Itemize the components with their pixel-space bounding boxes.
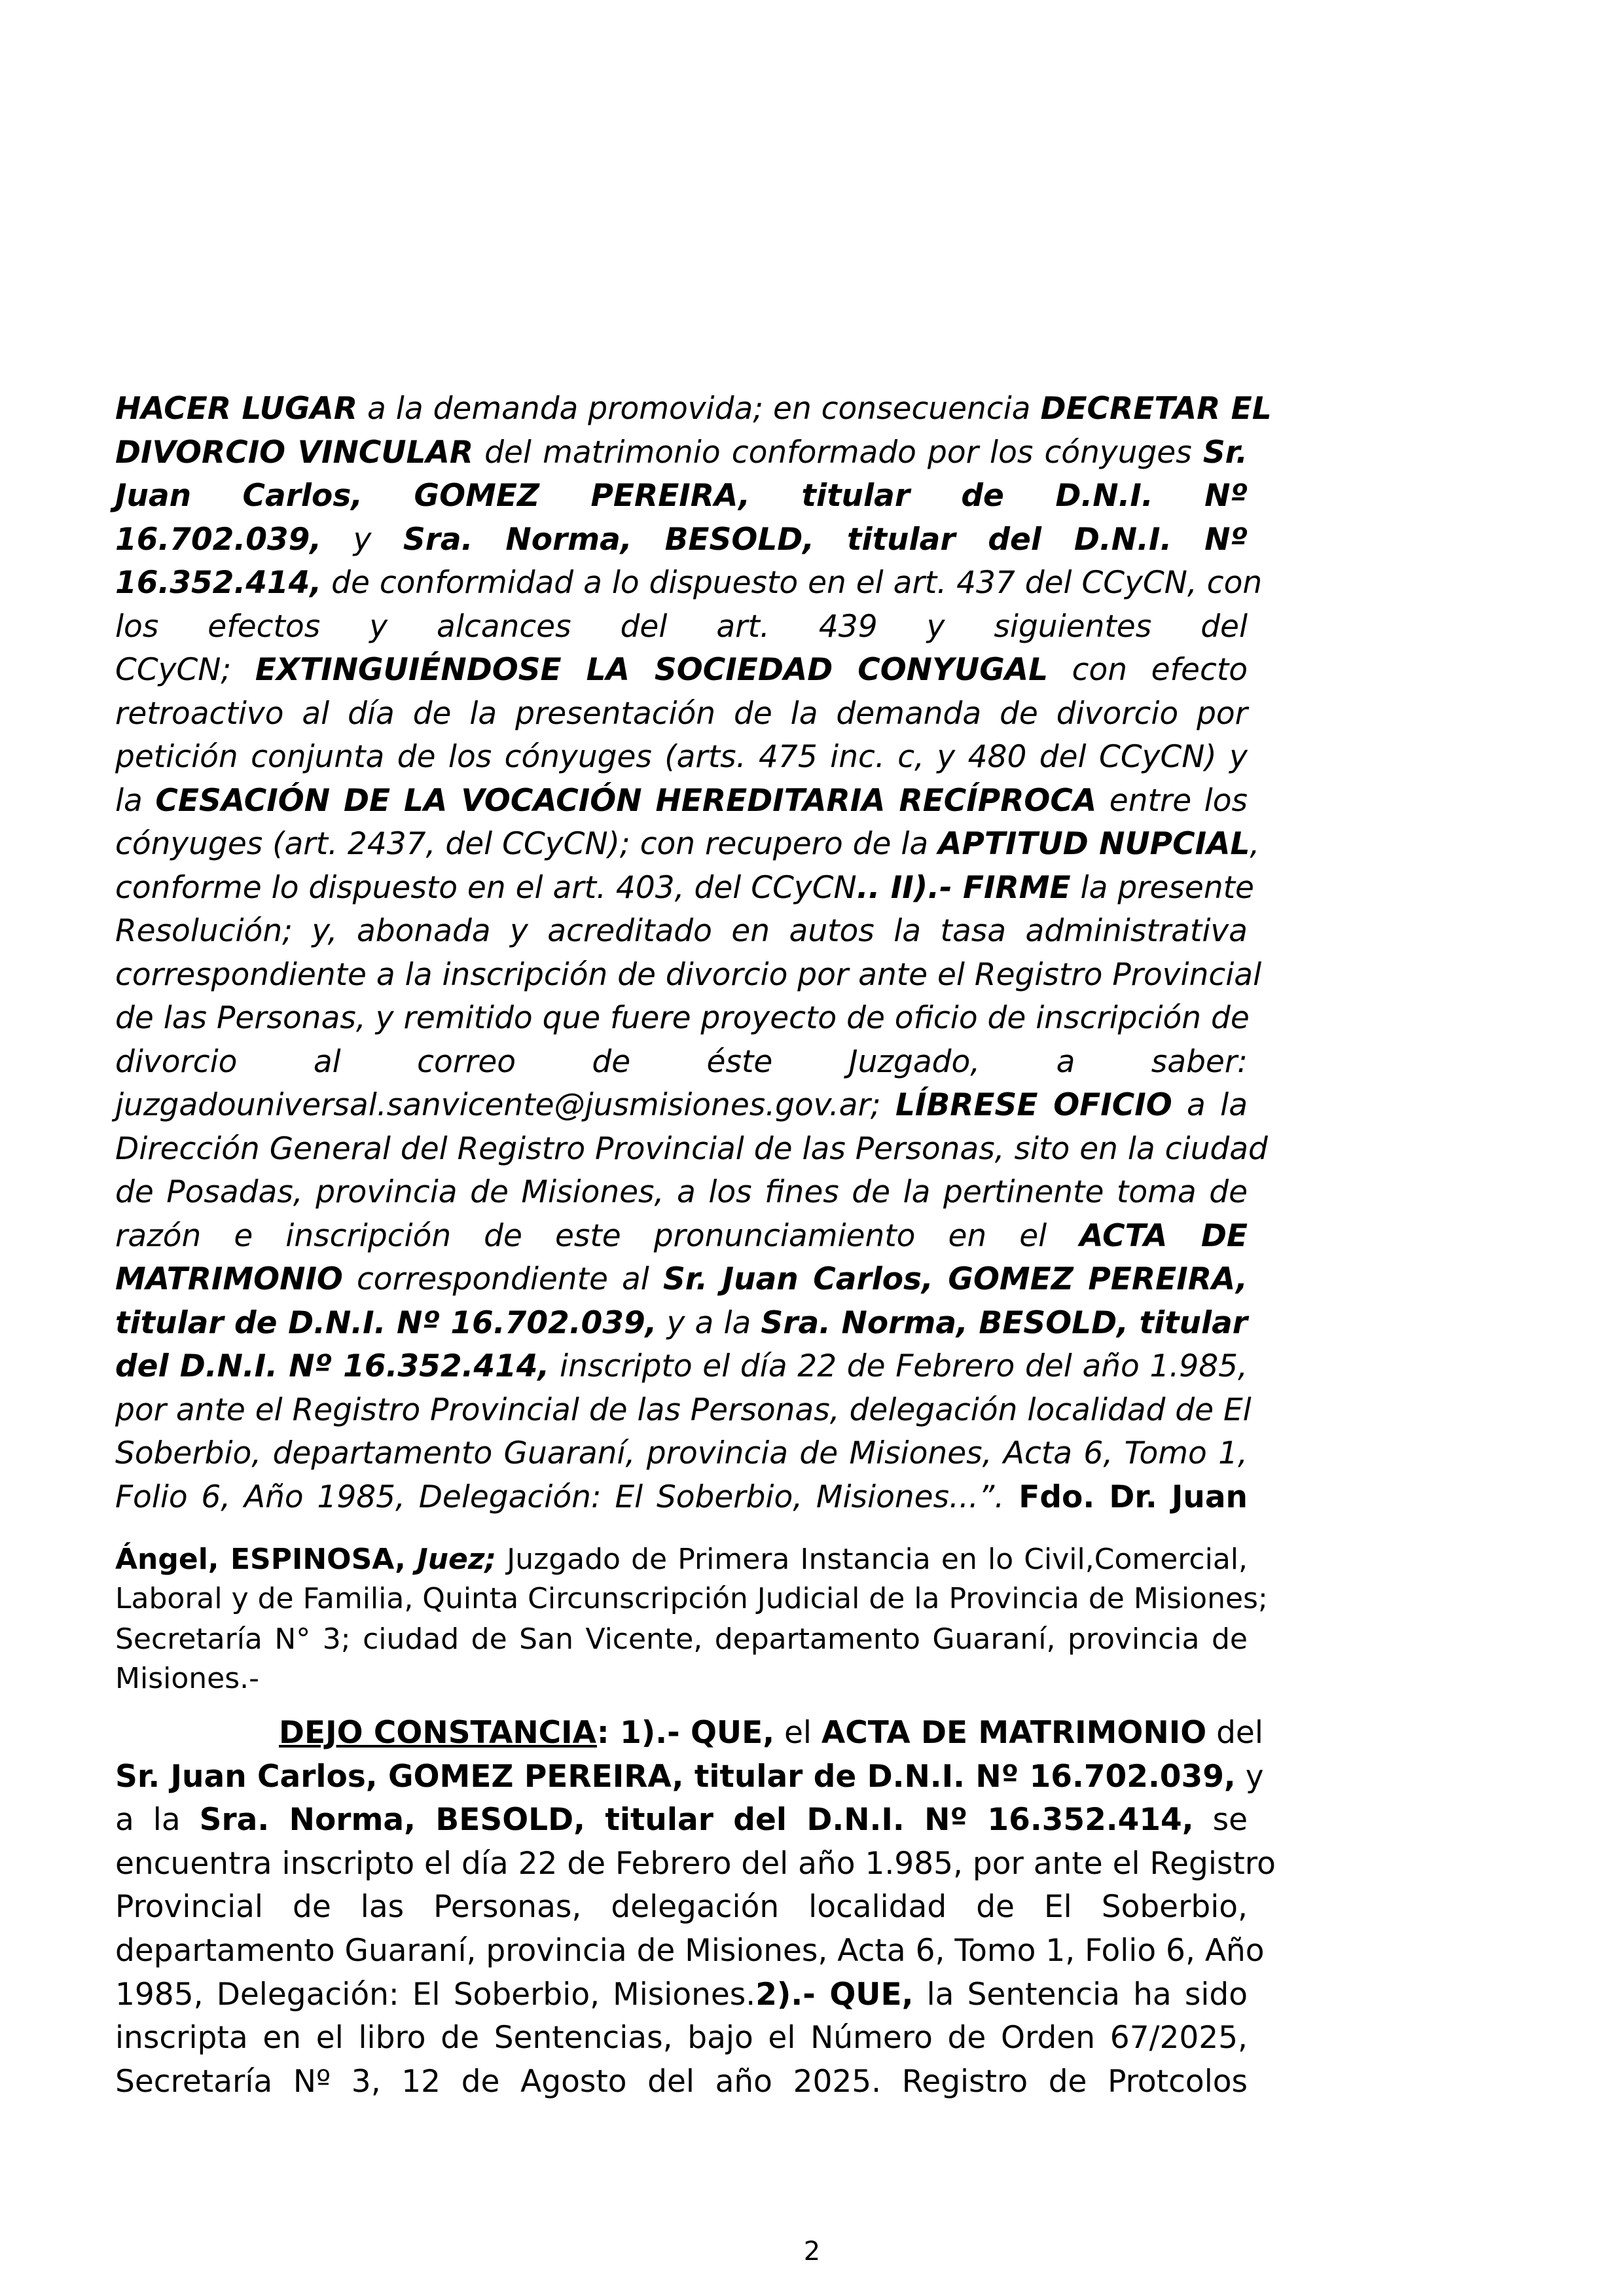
- resolution-line: [115, 1084, 1248, 1127]
- constancia-line: [115, 1755, 1264, 1799]
- text-run: Sra. Norma, BESOLD, titular del D.N.I. Nº: [403, 522, 1248, 558]
- resolution-line: [115, 605, 1248, 649]
- resolution-line: [115, 910, 1248, 953]
- resolution-line: [115, 431, 1248, 475]
- text-run: DECRETAR EL: [1040, 391, 1272, 427]
- text-run: ACTA DE MATRIMONIO: [821, 1715, 1207, 1751]
- resolution-line: [115, 1302, 1248, 1345]
- text-run: DIVORCIO VINCULAR: [115, 435, 474, 471]
- constancia-line: [115, 2060, 1248, 2104]
- signature-line: [115, 1618, 1248, 1661]
- text-run: DEJO CONSTANCIA: [279, 1715, 597, 1751]
- text-run: entre los: [1096, 783, 1248, 819]
- text-run: ,: [1250, 826, 1260, 862]
- text-run: Sr.: [1202, 435, 1248, 471]
- constancia-line: [279, 1712, 1263, 1755]
- text-run: se: [1193, 1802, 1248, 1838]
- text-run: Sra. Norma, BESOLD, titular del D.N.I. Nº 16.352.414,: [199, 1802, 1194, 1838]
- text-run: LÍBRESE OFICIO: [895, 1087, 1172, 1123]
- text-run: CCyCN;: [115, 652, 255, 688]
- text-run: 1985, Delegación: El Soberbio, Misiones.: [115, 1977, 756, 2013]
- text-run: inscripto el día 22 de Febrero del año 1.985,: [549, 1348, 1248, 1384]
- text-run: y: [1235, 1759, 1264, 1795]
- text-run: y: [321, 522, 403, 558]
- text-run: correspondiente al: [342, 1261, 663, 1297]
- resolution-line: [115, 736, 1248, 779]
- text-run: Sra. Norma, BESOLD, titular: [761, 1305, 1248, 1341]
- text-run: APTITUD NUPCIAL: [938, 826, 1250, 862]
- resolution-line: [115, 1389, 1252, 1432]
- text-run: el: [774, 1715, 821, 1751]
- text-run: titular de D.N.I. Nº 16.702.039,: [115, 1305, 657, 1341]
- text-run: 2).- QUE,: [755, 1977, 914, 2013]
- resolution-line: [115, 867, 1254, 910]
- resolution-paragraph: [115, 387, 1272, 1546]
- text-run: .. II).- FIRME: [856, 870, 1071, 906]
- constancia-line: [115, 1929, 1265, 1973]
- text-run: a la: [1172, 1087, 1248, 1123]
- text-run: retroactivo al día de la presentación de la demanda de divorcio por: [115, 696, 1248, 732]
- resolution-line: [115, 692, 1248, 736]
- signature-line: [115, 1538, 1248, 1581]
- resolution-line: [115, 1345, 1248, 1388]
- constancia-line: [115, 1973, 1248, 2017]
- text-run: cónyuges (art. 2437, del CCyCN); con recupero de la: [115, 826, 939, 862]
- page-number: 2: [803, 2236, 821, 2267]
- text-run: Ángel, ESPINOSA,: [115, 1543, 418, 1576]
- signature-paragraph: [115, 1538, 1268, 1715]
- signature-line: [115, 1657, 1248, 1700]
- text-run: Sr. Juan Carlos, GOMEZ PEREIRA,: [662, 1261, 1248, 1297]
- resolution-line: [115, 780, 1248, 823]
- resolution-line: [115, 823, 1260, 866]
- resolution-line: [115, 387, 1272, 431]
- text-run: la: [115, 783, 156, 819]
- text-run: correspondiente a la inscripción de divorcio por ante el Registro Provincial: [115, 957, 1262, 993]
- text-run: Juzgado de Primera Instancia en lo Civil,Comercial,: [496, 1543, 1248, 1576]
- text-run: Fdo. Dr. Juan: [1004, 1479, 1248, 1515]
- text-run: Resolución; y, abonada y acreditado en autos la tasa administrativa: [115, 913, 1248, 949]
- text-run: inscripta en el libro de Sentencias, bajo el Número de Orden 67/2025,: [115, 2020, 1248, 2056]
- constancia-line: [115, 1886, 1248, 1929]
- constancia-line: [115, 2017, 1248, 2060]
- text-run: del D.N.I. Nº 16.352.414,: [115, 1348, 550, 1384]
- text-run: departamento Guaraní, provincia de Misiones, Acta 6, Tomo 1, Folio 6, Año: [115, 1933, 1265, 1969]
- text-run: de conformidad a lo dispuesto en el art. 437 del CCyCN, con: [321, 565, 1263, 601]
- text-run: Folio 6, Año 1985, Delegación: El Soberbio, Misiones...”.: [115, 1479, 1005, 1515]
- text-run: EXTINGUIÉNDOSE LA SOCIEDAD CONYUGAL: [255, 652, 1049, 688]
- text-run: petición conjunta de los cónyuges (arts. 475 inc. c, y 480 del CCyCN) y: [115, 739, 1248, 775]
- text-run: juzgadouniversal.sanvicente@jusmisiones.gov.ar;: [115, 1087, 895, 1123]
- text-run: HACER LUGAR: [115, 391, 358, 427]
- text-run: 16.352.414,: [115, 565, 322, 601]
- text-run: los efectos y alcances del art. 439 y siguientes del: [115, 609, 1248, 645]
- resolution-line: [115, 1476, 1248, 1519]
- text-run: la presente: [1070, 870, 1254, 906]
- signature-line: [115, 1577, 1268, 1621]
- text-run: y a la: [657, 1305, 761, 1341]
- text-run: la Sentencia ha sido: [913, 1977, 1248, 2013]
- text-run: a la: [115, 1802, 200, 1838]
- resolution-line: [115, 1215, 1248, 1258]
- resolution-line: [115, 1171, 1248, 1214]
- resolution-line: [115, 562, 1263, 605]
- resolution-line: [115, 649, 1248, 692]
- text-run: a la demanda promovida; en consecuencia: [357, 391, 1041, 427]
- resolution-line: [115, 1432, 1248, 1475]
- text-run: Provincial de las Personas, delegación localidad de El Soberbio,: [115, 1889, 1248, 1925]
- text-run: Juan Carlos, GOMEZ PEREIRA, titular de D.N.I. Nº: [115, 478, 1248, 514]
- text-run: Secretaría Nº 3, 12 de Agosto del año 2025. Registro de Protcolos: [115, 2064, 1248, 2100]
- resolution-line: [115, 954, 1262, 997]
- text-run: conforme lo dispuesto en el art. 403, del CCyCN: [115, 870, 857, 906]
- text-run: encuentra inscripto el día 22 de Febrero del año 1.985, por ante el Registro: [115, 1846, 1276, 1882]
- resolution-line: [115, 1258, 1248, 1301]
- text-run: 16.702.039,: [115, 522, 322, 558]
- text-run: del: [1206, 1715, 1263, 1751]
- text-run: del matrimonio conformado por los cónyuges: [473, 435, 1203, 471]
- text-run: Secretaría N° 3; ciudad de San Vicente, departamento Guaraní, provincia de: [115, 1623, 1248, 1656]
- text-run: Dirección General del Registro Provincial de las Personas, sito en la ciudad: [115, 1131, 1268, 1167]
- constancia-paragraph: [115, 1712, 1276, 2104]
- text-run: con efecto: [1048, 652, 1248, 688]
- text-run: Sr. Juan Carlos, GOMEZ PEREIRA, titular de D.N.I. Nº 16.702.039,: [115, 1759, 1236, 1795]
- text-run: por ante el Registro Provincial de las Personas, delegación localidad de El: [115, 1392, 1252, 1428]
- resolution-line: [115, 997, 1248, 1040]
- constancia-line: [115, 1799, 1248, 1842]
- text-run: de las Personas, y remitido que fuere proyecto de oficio de inscripción de: [115, 1000, 1250, 1036]
- resolution-line: [115, 1128, 1268, 1171]
- text-run: ACTA DE: [1079, 1218, 1248, 1254]
- text-run: CESACIÓN DE LA VOCACIÓN HEREDITARIA RECÍPROCA: [155, 783, 1097, 819]
- text-run: divorcio al correo de éste Juzgado, a saber:: [115, 1044, 1248, 1080]
- text-run: Misiones.-: [115, 1662, 259, 1695]
- constancia-line: [115, 1842, 1276, 1886]
- text-run: Soberbio, departamento Guaraní, provincia de Misiones, Acta 6, Tomo 1,: [115, 1435, 1248, 1471]
- text-run: de Posadas, provincia de Misiones, a los fines de la pertinente toma de: [115, 1174, 1248, 1210]
- text-run: Laboral y de Familia, Quinta Circunscripción Judicial de la Provincia de Misiones;: [115, 1582, 1268, 1615]
- resolution-line: [115, 1041, 1248, 1084]
- text-run: Juez;: [417, 1543, 497, 1576]
- text-run: : 1).- QUE,: [596, 1715, 775, 1751]
- text-run: MATRIMONIO: [115, 1261, 343, 1297]
- resolution-line: [115, 475, 1248, 518]
- text-run: razón e inscripción de este pronunciamiento en el: [115, 1218, 1080, 1254]
- resolution-line: [115, 518, 1248, 562]
